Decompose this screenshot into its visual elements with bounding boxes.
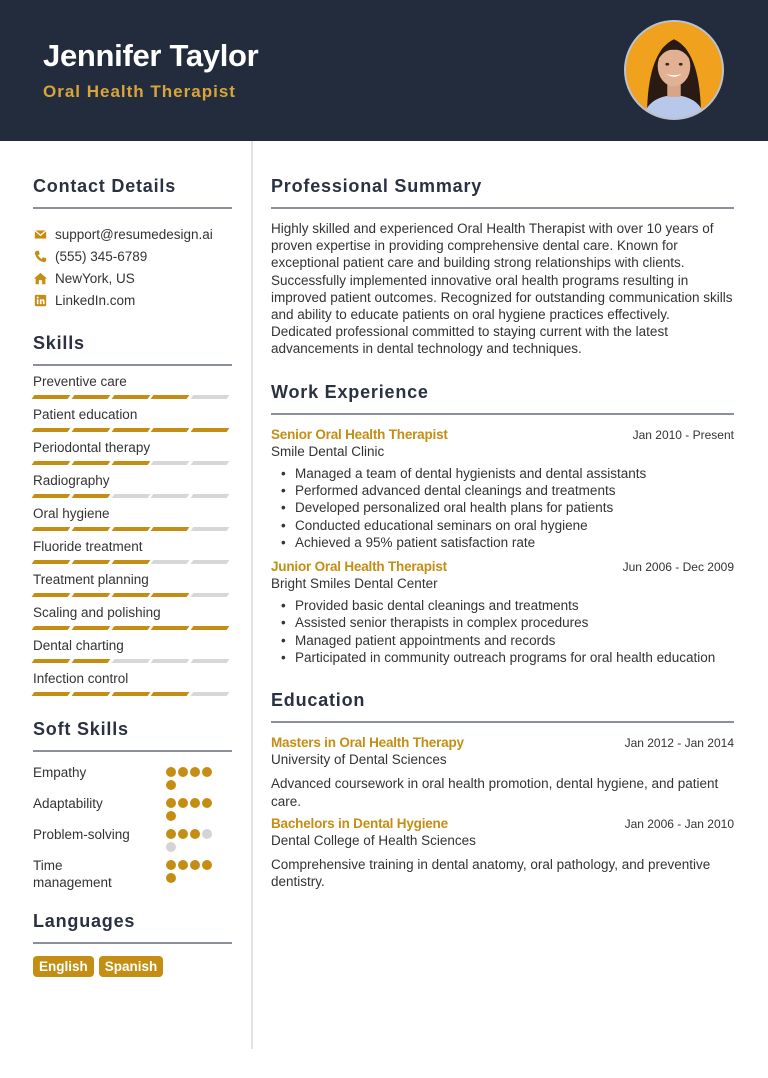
skill-level-segment	[111, 692, 150, 696]
skill-level-segment	[191, 461, 230, 465]
section-rule	[271, 721, 734, 723]
job-bullet: • Assisted senior therapists in complex procedures	[271, 614, 734, 631]
skill-level-bar	[33, 560, 232, 565]
skill-item	[33, 605, 232, 631]
skill-level-bar	[33, 428, 232, 433]
job-bullet: • Participated in community outreach programs for oral health education	[271, 649, 734, 666]
section-rule	[271, 413, 734, 415]
skill-level-bar	[33, 659, 232, 664]
soft-skill-rating	[166, 857, 216, 883]
skill-level-segment	[191, 527, 230, 531]
contact-email[interactable]	[33, 223, 232, 245]
sidebar	[33, 141, 232, 977]
column-divider	[251, 141, 253, 1049]
skill-level-segment	[32, 494, 71, 498]
soft-skill-label: Adaptability	[33, 796, 103, 811]
skill-level-segment	[32, 692, 71, 696]
job-bullets	[271, 597, 734, 666]
rating-dot	[166, 780, 176, 790]
job-bullet: • Conducted educational seminars on oral hygiene	[271, 517, 734, 534]
soft-skills-section	[33, 719, 232, 891]
education-dates: Jan 2012 - Jan 2014	[624, 736, 734, 751]
skill-level-segment	[151, 560, 190, 564]
summary-heading: Professional Summary	[271, 176, 483, 196]
resume-header	[0, 0, 768, 141]
skill-item	[33, 506, 232, 532]
skill-level-segment	[71, 626, 110, 630]
skill-level-segment	[32, 428, 71, 432]
rating-dot	[166, 860, 176, 870]
skill-level-segment	[71, 593, 110, 597]
languages-heading: Languages	[33, 911, 136, 931]
rating-dot	[178, 767, 188, 777]
skill-level-segment	[191, 560, 230, 564]
rating-dot	[190, 829, 200, 839]
skill-level-segment	[191, 428, 230, 432]
degree-title: Bachelors in Dental Hygiene	[271, 815, 448, 831]
skill-level-segment	[191, 626, 230, 630]
skill-level-segment	[71, 395, 110, 399]
skill-level-segment	[71, 692, 110, 696]
portrait-image-icon	[626, 22, 722, 118]
skill-item	[33, 440, 232, 466]
contact-linkedin-text: LinkedIn.com	[55, 292, 136, 308]
education-entry	[271, 816, 734, 890]
skill-item	[33, 473, 232, 499]
skill-level-segment	[111, 428, 150, 432]
soft-skill-item	[33, 795, 232, 821]
skill-level-segment	[111, 395, 150, 399]
rating-dot	[202, 798, 212, 808]
skill-level-bar	[33, 626, 232, 631]
contact-phone-text: (555) 345-6789	[55, 248, 148, 264]
contact-heading: Contact Details	[33, 176, 177, 196]
skill-level-segment	[111, 461, 150, 465]
skills-section	[33, 333, 232, 697]
skill-level-bar	[33, 593, 232, 598]
skill-label: Fluoride treatment	[33, 539, 143, 554]
job-company: Bright Smiles Dental Center	[271, 576, 438, 592]
skill-level-segment	[151, 692, 190, 696]
rating-dot	[166, 829, 176, 839]
skill-level-segment	[151, 527, 190, 531]
skills-heading: Skills	[33, 333, 85, 353]
skill-item	[33, 638, 232, 664]
skill-level-segment	[191, 593, 230, 597]
soft-skill-rating	[166, 795, 216, 821]
job-role: Senior Oral Health Therapist	[271, 426, 448, 442]
skill-level-segment	[151, 659, 190, 663]
degree-title: Masters in Oral Health Therapy	[271, 735, 464, 751]
skill-label: Scaling and polishing	[33, 605, 161, 620]
skill-label: Treatment planning	[33, 572, 149, 587]
phone-icon	[33, 249, 47, 263]
language-badge-spanish: Spanish	[99, 956, 164, 977]
job-bullet: • Provided basic dental cleanings and treatments	[271, 597, 734, 614]
skill-level-segment	[151, 494, 190, 498]
job-dates: Jun 2006 - Dec 2009	[622, 560, 734, 575]
skill-label: Periodontal therapy	[33, 440, 151, 455]
envelope-icon	[33, 227, 47, 241]
rating-dot	[202, 860, 212, 870]
rating-dot	[178, 798, 188, 808]
skill-level-segment	[151, 395, 190, 399]
skill-level-segment	[191, 395, 230, 399]
skill-level-segment	[71, 428, 110, 432]
skill-level-segment	[191, 692, 230, 696]
contact-location	[33, 267, 232, 289]
skill-level-segment	[71, 461, 110, 465]
rating-dot	[166, 842, 176, 852]
contact-phone[interactable]	[33, 245, 232, 267]
contact-section	[33, 176, 232, 311]
skill-level-segment	[71, 494, 110, 498]
skill-level-segment	[111, 659, 150, 663]
skill-level-bar	[33, 692, 232, 697]
main-column	[271, 141, 734, 890]
skill-level-segment	[71, 659, 110, 663]
experience-heading: Work Experience	[271, 381, 429, 402]
contact-location-text: NewYork, US	[55, 270, 135, 286]
contact-email-text: support@resumedesign.ai	[55, 226, 213, 242]
education-entry	[271, 735, 734, 809]
skill-level-segment	[111, 593, 150, 597]
skill-item	[33, 539, 232, 565]
soft-skill-label: Problem-solving	[33, 827, 130, 842]
skill-level-segment	[111, 626, 150, 630]
candidate-name: Jennifer Taylor	[43, 38, 259, 73]
skill-level-segment	[32, 395, 71, 399]
education-description: Comprehensive training in dental anatomy, oral pathology, and preventive dentistry.	[271, 856, 711, 889]
skill-level-segment	[32, 461, 71, 465]
section-rule	[33, 207, 232, 209]
rating-dot	[190, 767, 200, 777]
job-bullet: • Managed patient appointments and records	[271, 632, 734, 649]
skill-level-bar	[33, 494, 232, 499]
rating-dot	[166, 798, 176, 808]
skill-label: Dental charting	[33, 638, 124, 653]
skill-level-segment	[151, 593, 190, 597]
language-badge-english: English	[33, 956, 94, 977]
skill-level-segment	[71, 560, 110, 564]
rating-dot	[166, 811, 176, 821]
skill-label: Infection control	[33, 671, 129, 686]
education-heading: Education	[271, 690, 366, 711]
soft-skill-item	[33, 857, 232, 891]
job-role: Junior Oral Health Therapist	[271, 559, 447, 575]
skill-level-bar	[33, 395, 232, 400]
education-dates: Jan 2006 - Jan 2010	[624, 816, 734, 831]
skill-level-segment	[111, 527, 150, 531]
rating-dot	[190, 798, 200, 808]
job-bullet: • Performed advanced dental cleanings and treatments	[271, 482, 734, 499]
skill-item	[33, 671, 232, 697]
soft-skill-rating	[166, 764, 216, 790]
candidate-title: Oral Health Therapist	[43, 82, 236, 101]
experience-section	[271, 382, 734, 667]
skill-label: Patient education	[33, 407, 138, 422]
soft-skill-item	[33, 764, 232, 790]
skill-level-segment	[32, 626, 71, 630]
skill-level-bar	[33, 527, 232, 532]
skill-level-segment	[32, 527, 71, 531]
rating-dot	[166, 767, 176, 777]
linkedin-icon	[33, 293, 47, 307]
skill-level-segment	[32, 593, 71, 597]
skill-level-segment	[151, 461, 190, 465]
rating-dot	[178, 860, 188, 870]
skill-level-segment	[191, 659, 230, 663]
languages-section	[33, 911, 232, 977]
job-bullet: • Achieved a 95% patient satisfaction rate	[271, 534, 734, 551]
soft-skill-label: Time management	[33, 858, 112, 890]
skill-level-segment	[151, 626, 190, 630]
skill-level-segment	[111, 494, 150, 498]
education-description: Advanced coursework in oral health promotion, dental hygiene, and patient care.	[271, 776, 719, 809]
summary-section	[271, 176, 734, 358]
skill-level-segment	[32, 659, 71, 663]
experience-entry	[271, 559, 734, 666]
skill-label: Oral hygiene	[33, 506, 110, 521]
summary-text: Highly skilled and experienced Oral Health Therapist with over 10 years of proven expertise in providing comprehensive dental care. Known for exceptional patient care and building strong relationships with clients. Successfully implemented innovative oral health programs resulting in improved patient outcomes. Recognized for outstanding communication skills and ability to educate patients on oral hygiene practices effectively. Dedicated professional committed to staying current with the latest advancements in dental technology and techniques.	[271, 221, 733, 357]
skill-item	[33, 374, 232, 400]
rating-dot	[166, 873, 176, 883]
section-rule	[33, 942, 232, 944]
skill-level-segment	[191, 494, 230, 498]
rating-dot	[202, 829, 212, 839]
soft-skill-item	[33, 826, 232, 852]
contact-linkedin[interactable]	[33, 289, 232, 311]
skill-level-segment	[32, 560, 71, 564]
soft-skill-label: Empathy	[33, 765, 87, 780]
skill-level-segment	[111, 560, 150, 564]
job-bullets	[271, 465, 734, 551]
job-company: Smile Dental Clinic	[271, 443, 385, 459]
rating-dot	[190, 860, 200, 870]
skill-label: Radiography	[33, 473, 110, 488]
skill-label: Preventive care	[33, 374, 127, 389]
section-rule	[271, 207, 734, 209]
section-rule	[33, 364, 232, 366]
soft-skills-heading: Soft Skills	[33, 719, 129, 739]
school-name: Dental College of Health Sciences	[271, 832, 476, 848]
job-bullet: • Managed a team of dental hygienists and dental assistants	[271, 465, 734, 482]
soft-skill-rating	[166, 826, 216, 852]
section-rule	[33, 750, 232, 752]
job-dates: Jan 2010 - Present	[632, 427, 734, 442]
skill-item	[33, 407, 232, 433]
job-bullet: • Developed personalized oral health plans for patients	[271, 499, 734, 516]
experience-entry	[271, 427, 734, 551]
rating-dot	[178, 829, 188, 839]
skill-level-bar	[33, 461, 232, 466]
skill-level-segment	[151, 428, 190, 432]
home-icon	[33, 271, 47, 285]
skill-level-segment	[71, 527, 110, 531]
education-section	[271, 690, 734, 890]
skill-item	[33, 572, 232, 598]
rating-dot	[202, 767, 212, 777]
profile-photo	[624, 20, 724, 120]
school-name: University of Dental Sciences	[271, 752, 447, 768]
